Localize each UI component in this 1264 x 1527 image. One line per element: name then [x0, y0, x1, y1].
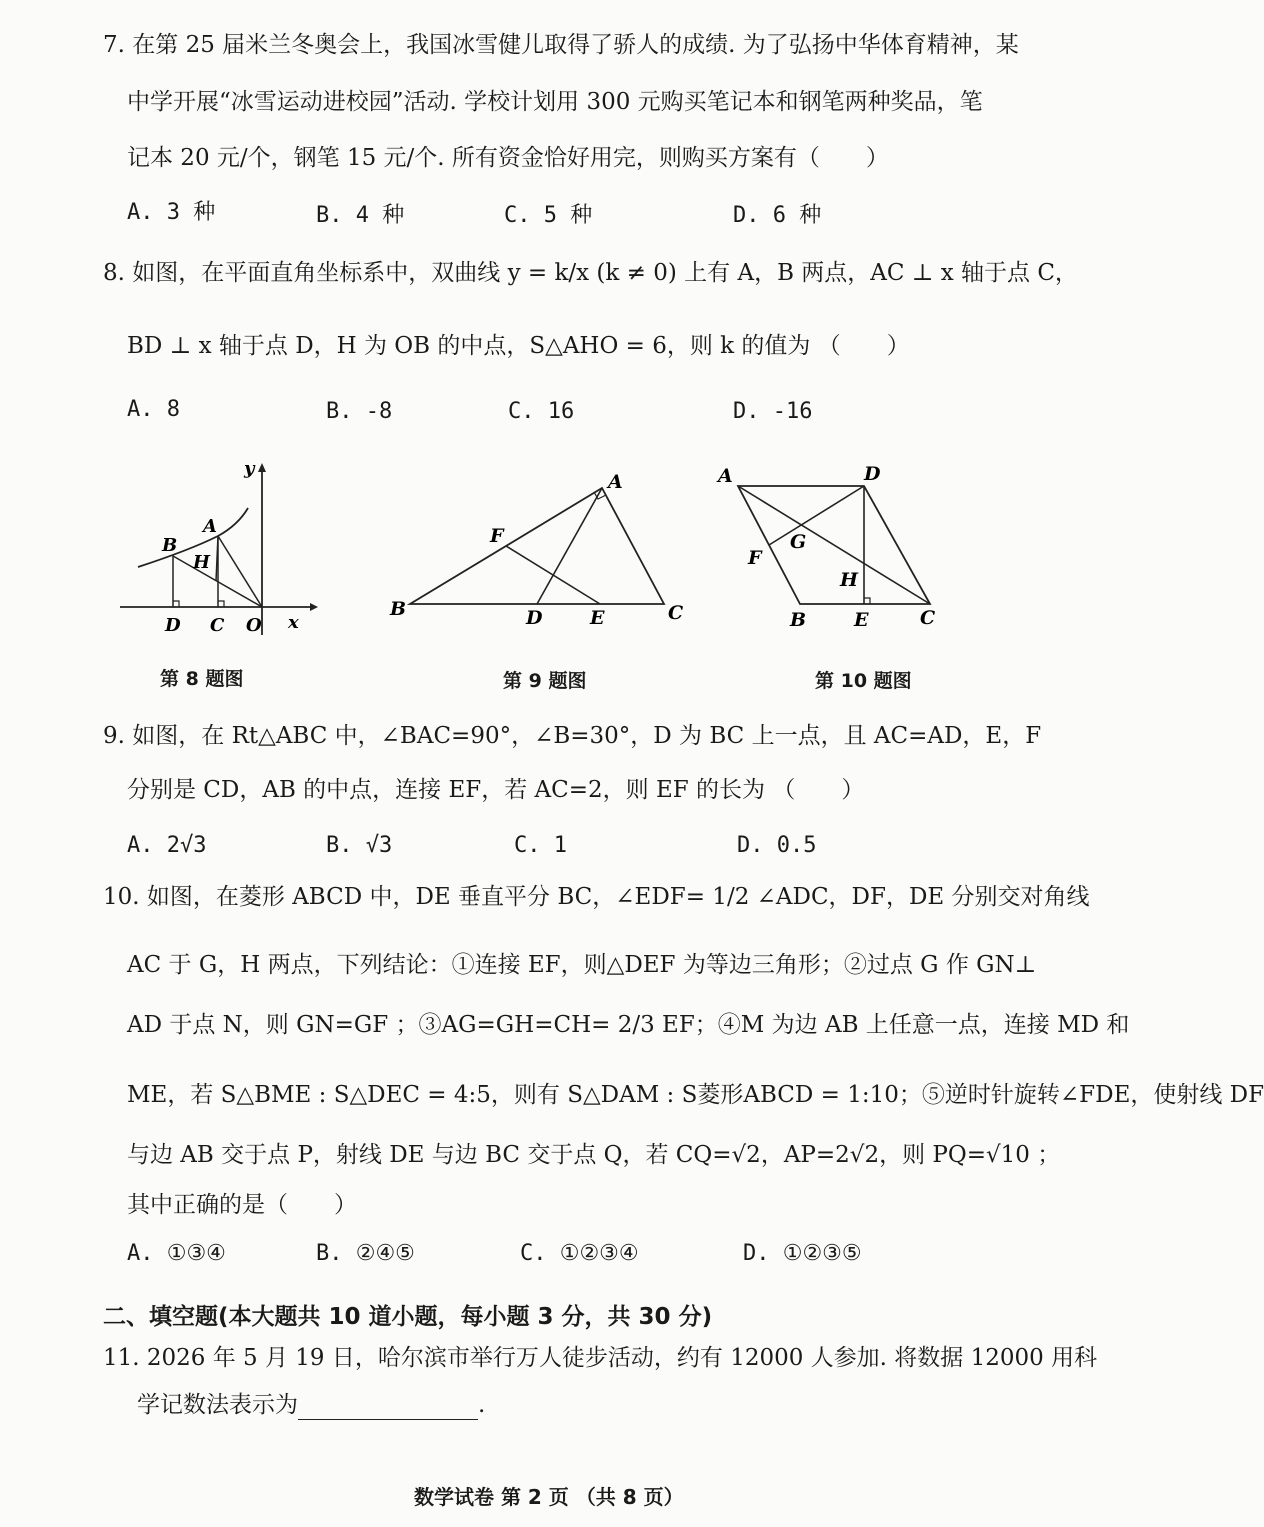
q10-option-a: A. ①③④ [127, 1241, 226, 1266]
q11-prompt: 学记数法表示为 [137, 1392, 298, 1418]
q11-line-2 [137, 1390, 485, 1420]
figure-10 [712, 458, 962, 643]
fig9-label-a: A [608, 471, 623, 493]
q8-option-d: D. -16 [733, 399, 813, 424]
fig8-caption: 第 8 题图 [160, 668, 244, 690]
fig9-label-c: C [668, 602, 684, 624]
q7-option-c: C. 5 种 [504, 203, 593, 228]
q10-line-5: 与边 AB 交于点 P，射线 DE 与边 BC 交于点 Q，若 CQ=√2，AP=2√2，则 PQ=√10 ； [127, 1142, 1061, 1168]
fig8-y-arrow [258, 463, 266, 472]
fig10-segment-df [769, 486, 864, 545]
q10-line-3: AD 于点 N，则 GN=GF ；③AG=GH=CH= 2/3 EF；④M 为边 AB 上任意一点，连接 MD 和 [127, 1012, 1130, 1038]
fig8-right-angle-c [218, 601, 224, 607]
q11-line-1: 11. 2026 年 5 月 19 日，哈尔滨市举行万人徒步活动，约有 12000 人参加. 将数据 12000 用科 [103, 1345, 1098, 1371]
q10-line-4: ME，若 S△BME : S△DEC = 4:5，则有 S△DAM : S菱形ABCD = 1:10；⑤逆时针旋转∠FDE，使射线 DF [127, 1082, 1264, 1108]
fig8-label-y: y [244, 458, 255, 479]
fig8-label-b: B [162, 535, 178, 556]
fig8-label-a: A [203, 516, 217, 537]
fig8-right-angle-d [173, 601, 179, 607]
q10-line-6: 其中正确的是（ ） [127, 1192, 357, 1218]
fig10-right-angle-e [864, 598, 870, 604]
q7-option-a: A. 3 种 [127, 200, 216, 225]
fig10-caption: 第 10 题图 [815, 670, 912, 692]
fig10-label-f: F [748, 547, 762, 569]
q10-line-1: 10. 如图，在菱形 ABCD 中，DE 垂直平分 BC，∠EDF= 1/2 ∠ADC，DF，DE 分别交对角线 [103, 884, 1090, 910]
q9-line-2: 分别是 CD，AB 的中点，连接 EF，若 AC=2，则 EF 的长为 （ ） [127, 777, 865, 803]
q7-option-b: B. 4 种 [316, 203, 405, 228]
fig10-label-d: D [864, 463, 881, 485]
q8-option-a: A. 8 [127, 397, 180, 422]
q10-option-d: D. ①②③⑤ [743, 1241, 862, 1266]
q9-option-b: B. √3 [326, 833, 393, 858]
figure-8 [110, 450, 330, 640]
fig8-label-h: H [193, 552, 211, 573]
fig9-segment-ad [537, 488, 602, 604]
fig9-label-b: B [390, 598, 407, 620]
fig8-label-x: x [288, 612, 299, 633]
fig10-label-c: C [920, 607, 936, 629]
q10-option-c: C. ①②③④ [520, 1241, 639, 1266]
fig9-caption: 第 9 题图 [503, 670, 587, 692]
q7-line-2: 中学开展“冰雪运动进校园”活动. 学校计划用 300 元购买笔记本和钢笔两种奖品，笔 [127, 89, 983, 115]
q7-option-d: D. 6 种 [733, 203, 822, 228]
fig9-triangle-abc [410, 488, 664, 604]
fig9-label-e: E [590, 607, 605, 629]
fig9-label-f: F [490, 525, 504, 547]
q9-option-c: C. 1 [514, 833, 567, 858]
fig10-label-g: G [790, 531, 807, 553]
fig8-label-d: D [165, 615, 181, 636]
q10-option-b: B. ②④⑤ [316, 1241, 415, 1266]
q9-option-a: A. 2√3 [127, 833, 207, 858]
q9-option-d: D. 0.5 [737, 833, 817, 858]
fig8-segment-ao [218, 536, 262, 607]
fig8-label-o: O [246, 615, 262, 636]
section-2-heading: 二、填空题(本大题共 10 道小题，每小题 3 分，共 30 分) [103, 1304, 713, 1330]
q8-line-2: BD ⊥ x 轴于点 D，H 为 OB 的中点，S△AHO = 6，则 k 的值为 （ ） [127, 333, 910, 359]
figure-9 [380, 462, 700, 642]
q8-line-1: 8. 如图，在平面直角坐标系中，双曲线 y = k/x (k ≠ 0) 上有 A，B 两点，AC ⊥ x 轴于点 C， [103, 260, 1078, 286]
q8-option-c: C. 16 [508, 399, 575, 424]
q9-line-1: 9. 如图，在 Rt△ABC 中，∠BAC=90°，∠B=30°，D 为 BC 上一点，且 AC=AD，E，F [103, 723, 1042, 749]
fig8-label-c: C [210, 615, 225, 636]
q11-period: . [478, 1392, 486, 1418]
q7-line-1: 7. 在第 25 届米兰冬奥会上，我国冰雪健儿取得了骄人的成绩. 为了弘扬中华体育精神，某 [103, 32, 1019, 58]
q8-option-b: B. -8 [326, 399, 393, 424]
fig10-label-a: A [718, 465, 733, 487]
fig8-x-arrow [310, 603, 318, 611]
fig9-label-d: D [526, 607, 543, 629]
fig10-label-b: B [790, 609, 807, 631]
page-footer: 数学试卷 第 2 页 （共 8 页） [414, 1485, 684, 1509]
q7-line-3: 记本 20 元/个，钢笔 15 元/个. 所有资金恰好用完，则购买方案有（ ） [127, 145, 889, 171]
fig9-segment-fe [506, 546, 600, 604]
q11-answer-blank[interactable] [298, 1397, 478, 1420]
fig10-label-e: E [854, 609, 869, 631]
q10-line-2: AC 于 G，H 两点，下列结论：①连接 EF，则△DEF 为等边三角形；②过点 G 作 GN⊥ [127, 952, 1037, 978]
fig10-label-h: H [840, 569, 858, 591]
